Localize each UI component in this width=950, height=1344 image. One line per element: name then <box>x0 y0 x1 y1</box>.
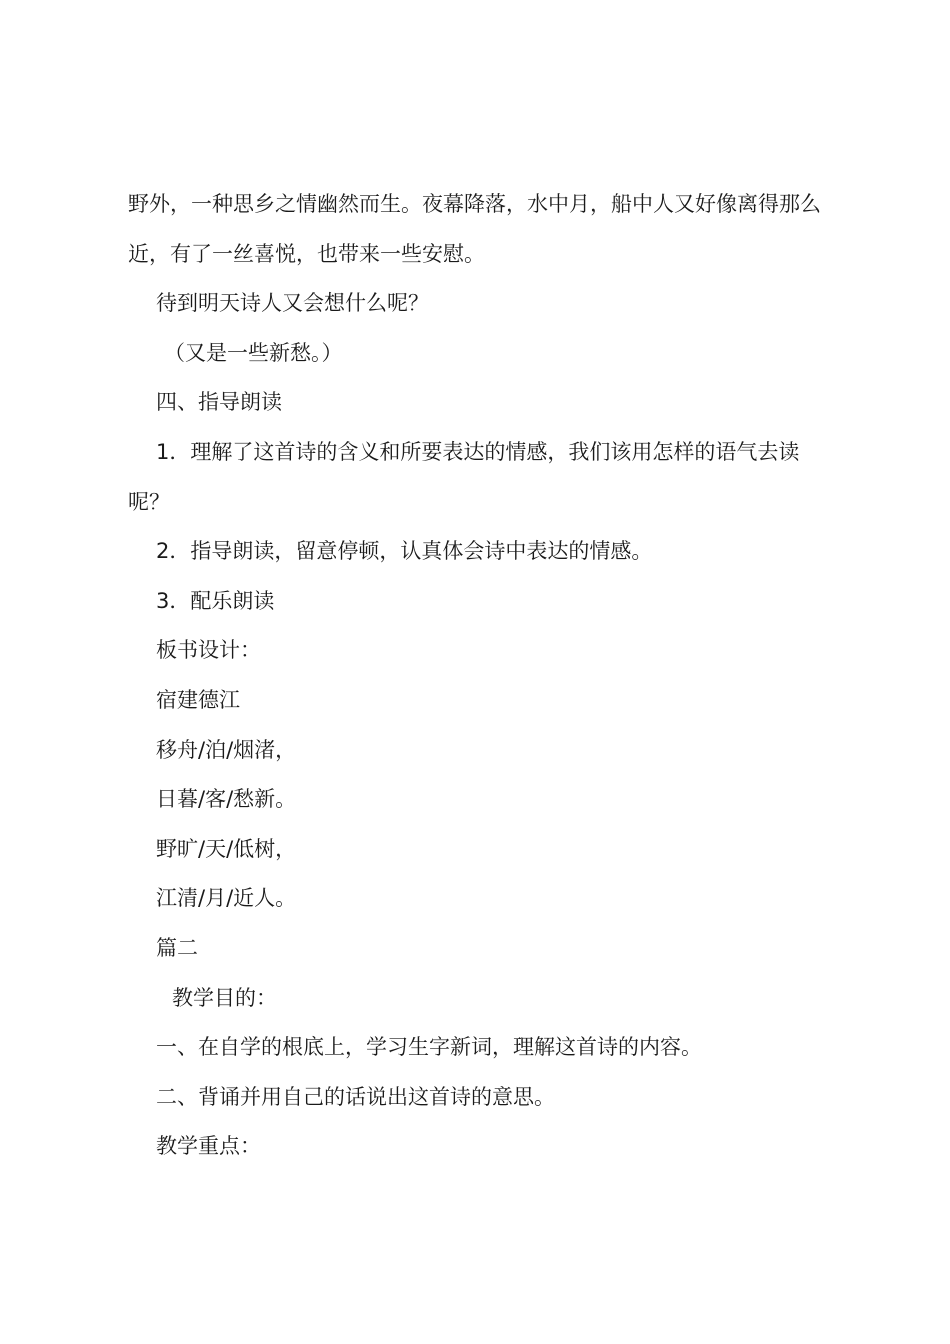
goal-item-2: 二、背诵并用自己的话说出这首诗的意思。 <box>156 1084 555 1109</box>
board-design-heading: 板书设计： <box>156 638 261 663</box>
goal-item-1: 一、在自学的根底上，学习生字新词，理解这首诗的内容。 <box>156 1035 702 1060</box>
poem-line-1: 移舟/泊/烟渚， <box>156 737 297 762</box>
teaching-focus-heading: 教学重点： <box>156 1134 261 1159</box>
poem-line-2: 日暮/客/愁新。 <box>156 787 297 812</box>
poem-line-4: 江清/月/近人。 <box>156 886 297 911</box>
paragraph-answer: （又是一些新愁。） <box>164 340 343 365</box>
list-item-1: 1．理解了这首诗的含义和所要表达的情感，我们该用怎样的语气去读呢？ <box>128 439 800 514</box>
section-heading-reading: 四、指导朗读 <box>156 390 282 415</box>
chapter-heading-part-two: 篇二 <box>156 935 198 960</box>
list-item-3: 3．配乐朗读 <box>156 588 275 613</box>
poem-line-3: 野旷/天/低树， <box>156 836 297 861</box>
poem-title: 宿建德江 <box>156 687 240 712</box>
list-item-2: 2．指导朗读，留意停顿，认真体会诗中表达的情感。 <box>156 539 653 564</box>
paragraph-question: 待到明天诗人又会想什么呢？ <box>156 291 429 316</box>
teaching-goals-heading: 教学目的： <box>172 985 277 1010</box>
document-body <box>128 180 833 1172</box>
paragraph-intro: 野外，一种思乡之情幽然而生。夜幕降落，水中月，船中人又好像离得那么近，有了一丝喜悦，也带来一些安慰。 <box>128 192 821 266</box>
